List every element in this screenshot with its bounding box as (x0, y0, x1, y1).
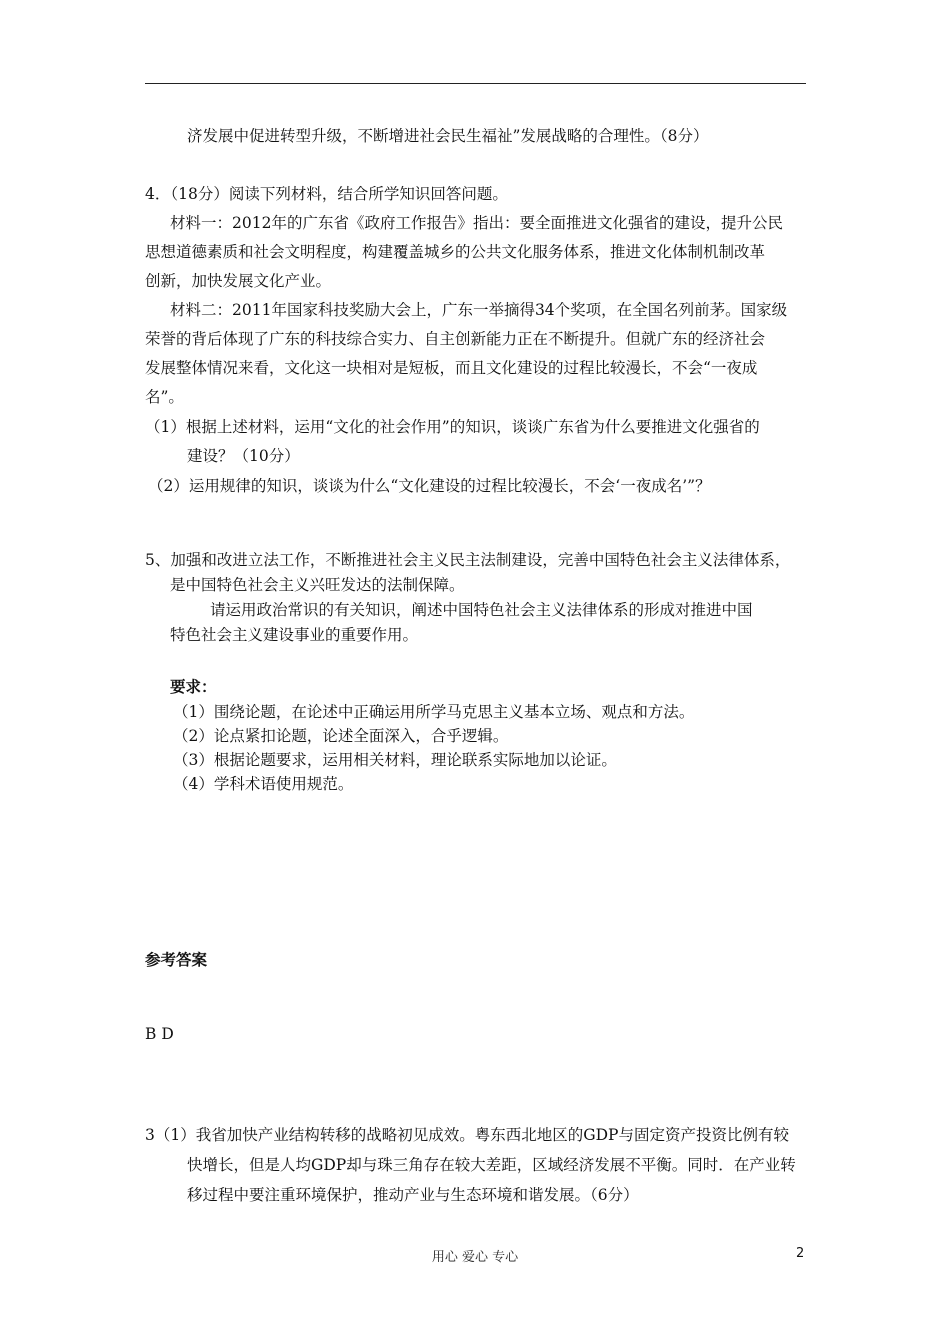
page-number: 2 (796, 1246, 805, 1261)
q4-m2-line-1: 材料二：2011年国家科技奖励大会上，广东一举摘得34个奖项，在全国名列前茅。国家级 (170, 301, 788, 319)
q5-requirement-4: （4）学科术语使用规范。 (173, 775, 354, 793)
answer-3-line-3: 移过程中要注重环境保护，推动产业与生态环境和谐发展。（6分） (187, 1186, 639, 1204)
q5-line-1: 5、加强和改进立法工作，不断推进社会主义民主法制建设，完善中国特色社会主义法律体系， (145, 551, 791, 569)
answers-title: 参考答案 (145, 950, 208, 969)
q4-m1-line-3: 创新，加快发展文化产业。 (145, 272, 332, 290)
q4-sub1-line-2: 建设？（10分） (187, 447, 300, 465)
q4-m1-line-1: 材料一：2012年的广东省《政府工作报告》指出：要全面推进文化强省的建设，提升公民 (170, 214, 783, 232)
q5-line-3: 请运用政治常识的有关知识，阐述中国特色社会主义法律体系的形成对推进中国 (210, 601, 753, 619)
q4-m2-line-4: 名”。 (145, 388, 184, 406)
q5-line-4: 特色社会主义建设事业的重要作用。 (170, 626, 419, 644)
header-rule (145, 83, 806, 84)
q5-requirement-3: （3）根据论题要求，运用相关材料，理论联系实际地加以论证。 (173, 751, 617, 769)
q5-line-2: 是中国特色社会主义兴旺发达的法制保障。 (170, 576, 465, 594)
answer-3-line-2: 快增长，但是人均GDP却与珠三角存在较大差距，区域经济发展不平衡。同时．在产业转 (187, 1156, 796, 1174)
q5-requirements-title: 要求： (170, 677, 217, 696)
footer-text: 用心 爱心 专心 (431, 1250, 519, 1265)
answers-bd: B D (145, 1025, 174, 1043)
q4-sub1-line-1: （1）根据上述材料，运用“文化的社会作用”的知识，谈谈广东省为什么要推进文化强省的 (145, 418, 760, 436)
q4-title: 4．（18分）阅读下列材料，结合所学知识回答问题。 (145, 185, 508, 203)
answer-3-line-1: 3（1）我省加快产业结构转移的战略初见成效。粤东西北地区的GDP与固定资产投资比例有较 (145, 1126, 789, 1144)
continuation-line: 济发展中促进转型升级，不断增进社会民生福祉”发展战略的合理性。（8分） (187, 127, 709, 145)
q5-requirement-1: （1）围绕论题，在论述中正确运用所学马克思主义基本立场、观点和方法。 (173, 703, 695, 721)
q4-sub2: （2）运用规律的知识，谈谈为什么“文化建设的过程比较漫长，不会‘一夜成名’”？ (148, 477, 711, 495)
q4-m2-line-3: 发展整体情况来看，文化这一块相对是短板，而且文化建设的过程比较漫长，不会“一夜成 (145, 359, 758, 377)
q4-m2-line-2: 荣誉的背后体现了广东的科技综合实力、自主创新能力正在不断提升。但就广东的经济社会 (145, 330, 766, 348)
q5-requirement-2: （2）论点紧扣论题，论述全面深入，合乎逻辑。 (173, 727, 509, 745)
q4-m1-line-2: 思想道德素质和社会文明程度，构建覆盖城乡的公共文化服务体系，推进文化体制机制改革 (145, 243, 766, 261)
